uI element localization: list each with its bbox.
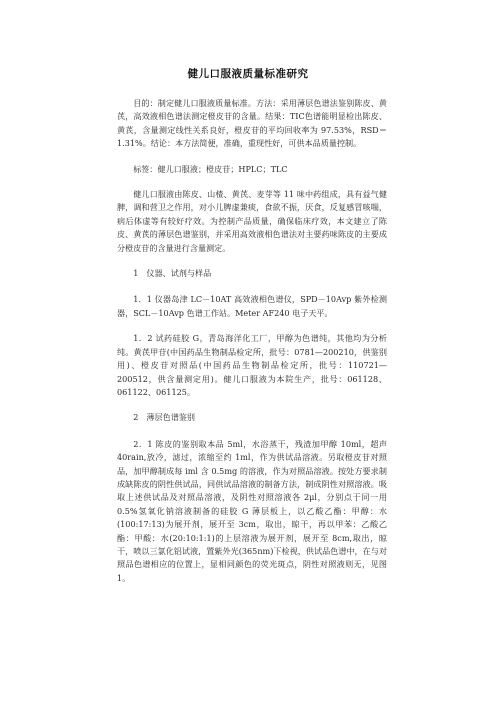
subsection-1-2: 1．2 试药硅胶 G，青岛海洋化工厂，甲醇为色谱纯，其他均为分析纯。黄芪甲苷(中国药品生物制品检定所，批号：0781—200210，供鉴别用)、橙皮苷对照品(中国药品生物制品检定所，批号：110721—200512，供含量测定用)。健儿口服液为本院生产，批号：061128、061122、061125。: [117, 333, 387, 397]
keywords-paragraph: 标签：健儿口服液；橙皮苷；HPLC；TLC: [133, 163, 288, 174]
paper-title: 健儿口服液质量标准研究: [187, 68, 309, 80]
subsection-2-1: 2．1 陈皮的鉴别取本品 5ml，水浴蒸干，残渣加甲醇 10ml，超声 40rain,放冷，滤过，浓缩至约 1ml，作为供试品溶液。另取橙皮苷对照品，加甲醇制成每 iml 含 0.5mg 的溶液，作为对照品溶液。按处方要求制成缺陈皮的阴性供试品，同供试品溶液的制备方法，制成阴性对照溶液。吸取上述供试品及对照品溶液，及阴性对照溶液各 2μl，分别点于同一用 0.5%氢氧化钠溶液制备的硅胶 G 薄层板上，以乙酸乙酯：甲醇：水(100:17:13)为展开剂，展开至 3cm，取出，晾干，再以甲苯：乙酸乙酯：甲酸：水(20:10:1:1)的上层溶液为展开剂，展开至 8cm,取出，晾干，喷以三氯化铝试液，置紫外光(365nm)下检视，供试品色谱中，在与对照品色谱相应的位置上，显相同颜色的荧光斑点，阴性对照液则无，见图1。: [117, 438, 387, 583]
section-heading-2: 2 薄层色谱鉴别: [133, 412, 195, 423]
subsection-1-1: 1．1 仪器岛津 LC－10AT 高效液相色谱仪，SPD－10Avp 紫外检测器，SCL－10Avp 色谱工作站。Meter AF240 电子天平。: [117, 294, 387, 318]
abstract-paragraph: 目的：制定健儿口服液质量标准。方法：采用薄层色谱法鉴别陈皮、黄芪，高效液相色谱法测定橙皮苷的含量。结果：TIC色谱能明显检出陈皮、黄芪，含量测定线性关系良好，橙皮苷的平均回收率为 97.53%，RSD＝1.31%。结论：本方法简便，准确，重现性好，可供本品质量控制。: [117, 98, 387, 149]
section-heading-1: 1 仪器、试剂与样品: [133, 268, 212, 279]
paper-body: [117, 97, 387, 597]
introduction-paragraph: 健儿口服液由陈皮、山楂、黄芪、麦芽等 11 味中药组成，具有益气健脾，调和营卫之作用，对小儿脾虚兼痰，食欲不振，厌食，反复感冒咳喘，病后体虚等有较好疗效。为控制产品质量，确保临床疗效，本文建立了陈皮、黄芪的薄层色谱鉴别，并采用高效液相色谱法对主要药味陈皮的主要成分橙皮苷的含量进行含量测定。: [117, 189, 387, 253]
